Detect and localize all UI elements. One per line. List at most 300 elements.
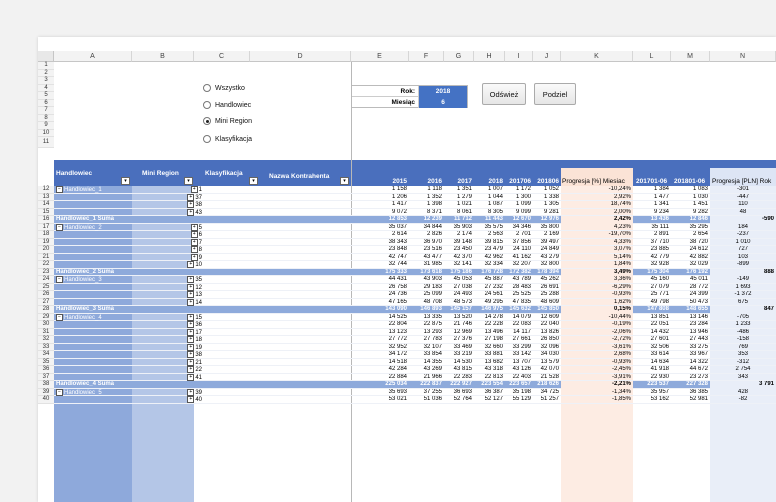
value-cell[interactable]: 3 791 bbox=[710, 381, 776, 389]
value-cell[interactable]: 33 469 bbox=[453, 343, 472, 350]
row-header-6[interactable]: 6 bbox=[38, 100, 54, 108]
value-cell[interactable]: -3,91% bbox=[611, 373, 631, 380]
value-cell[interactable]: 23 885 bbox=[650, 246, 669, 252]
row-header-14[interactable]: 14 bbox=[38, 201, 54, 209]
row-header-23[interactable]: 23 bbox=[38, 269, 54, 277]
value-cell[interactable]: 1 099 bbox=[515, 201, 531, 207]
table-row[interactable] bbox=[54, 261, 776, 269]
value-cell[interactable]: 36 970 bbox=[423, 238, 442, 245]
value-cell[interactable]: 45 262 bbox=[540, 276, 559, 282]
value-cell[interactable]: 32 928 bbox=[650, 261, 669, 267]
value-cell[interactable]: 176 192 bbox=[686, 268, 708, 275]
row-header-5[interactable]: 5 bbox=[38, 92, 54, 100]
mini-region-cell[interactable] bbox=[152, 186, 202, 194]
value-cell[interactable]: 45 887 bbox=[484, 276, 503, 282]
row-header-33[interactable]: 33 bbox=[38, 344, 54, 352]
row-header-37[interactable]: 37 bbox=[38, 374, 54, 382]
value-cell[interactable]: 23 479 bbox=[484, 246, 503, 252]
table-row[interactable] bbox=[54, 246, 776, 254]
value-cell[interactable]: 1 021 bbox=[456, 201, 472, 207]
value-cell[interactable]: 24 849 bbox=[540, 246, 559, 252]
expand-icon[interactable]: + bbox=[187, 291, 194, 298]
filter-kontrahent-icon[interactable]: ▾ bbox=[340, 177, 349, 185]
value-cell[interactable]: 27 443 bbox=[689, 336, 708, 342]
value-cell[interactable]: 223 537 bbox=[647, 381, 669, 387]
row-header-19[interactable]: 19 bbox=[38, 239, 54, 247]
value-cell[interactable]: 22 228 bbox=[484, 321, 503, 327]
mini-region-cell[interactable] bbox=[152, 284, 202, 292]
value-cell[interactable]: 32 141 bbox=[453, 261, 472, 267]
value-cell[interactable]: 145 157 bbox=[450, 306, 472, 312]
value-cell[interactable]: 13 293 bbox=[423, 328, 442, 335]
value-cell[interactable]: 22 930 bbox=[650, 373, 669, 380]
value-cell[interactable]: 9 281 bbox=[543, 208, 559, 215]
subtotal-row[interactable] bbox=[54, 216, 776, 224]
value-cell[interactable]: 173 618 bbox=[420, 268, 442, 275]
value-cell[interactable]: 22 403 bbox=[512, 373, 531, 380]
expand-icon[interactable]: + bbox=[187, 336, 194, 343]
value-cell[interactable]: 42 284 bbox=[388, 366, 407, 372]
value-cell[interactable]: -1 372 bbox=[734, 291, 752, 297]
column-header-5[interactable]: F bbox=[409, 51, 444, 62]
value-cell[interactable]: 769 bbox=[737, 343, 748, 350]
podziel-button[interactable]: Podziel bbox=[534, 83, 576, 105]
column-header-11[interactable]: L bbox=[633, 51, 671, 62]
value-cell[interactable]: 49 798 bbox=[650, 298, 669, 305]
table-row[interactable] bbox=[54, 351, 776, 359]
handlowiec-cell[interactable] bbox=[54, 306, 194, 314]
value-cell[interactable]: -10,44% bbox=[608, 313, 631, 320]
mini-region-cell[interactable] bbox=[152, 246, 202, 254]
value-cell[interactable]: 43 269 bbox=[423, 366, 442, 372]
value-cell[interactable]: 1 083 bbox=[692, 186, 708, 192]
value-cell[interactable]: 2,92% bbox=[613, 193, 631, 200]
value-cell[interactable]: 27 198 bbox=[484, 336, 503, 342]
value-cell[interactable]: 53 162 bbox=[650, 396, 669, 402]
row-header-9[interactable]: 9 bbox=[38, 122, 54, 130]
mini-region-cell[interactable] bbox=[152, 194, 202, 202]
value-cell[interactable]: 172 382 bbox=[509, 268, 531, 275]
value-cell[interactable]: 37 856 bbox=[512, 238, 531, 245]
row-header-36[interactable]: 36 bbox=[38, 366, 54, 374]
value-cell[interactable]: 33 854 bbox=[423, 351, 442, 357]
mini-region-cell[interactable] bbox=[152, 336, 202, 344]
value-cell[interactable]: 32 660 bbox=[484, 343, 503, 350]
value-cell[interactable]: 14 518 bbox=[388, 358, 407, 365]
value-cell[interactable]: 24 561 bbox=[484, 291, 503, 297]
value-cell[interactable]: 13 946 bbox=[689, 328, 708, 335]
value-cell[interactable]: 35 903 bbox=[453, 223, 472, 230]
value-cell[interactable]: -149 bbox=[736, 276, 749, 282]
value-cell[interactable]: 25 771 bbox=[650, 291, 669, 297]
radio-button-icon[interactable] bbox=[203, 101, 211, 109]
value-cell[interactable]: 43 279 bbox=[540, 253, 559, 260]
table-row[interactable] bbox=[54, 224, 776, 232]
expand-icon[interactable]: + bbox=[187, 261, 194, 268]
table-row[interactable] bbox=[54, 344, 776, 352]
value-cell[interactable]: -312 bbox=[736, 358, 749, 365]
value-cell[interactable]: 1 384 bbox=[653, 186, 669, 192]
row-header-15[interactable]: 15 bbox=[38, 209, 54, 217]
expand-icon[interactable]: + bbox=[191, 231, 198, 238]
value-cell[interactable]: -6,29% bbox=[611, 283, 631, 290]
row-header-27[interactable]: 27 bbox=[38, 299, 54, 307]
value-cell[interactable]: 55 129 bbox=[512, 396, 531, 402]
value-cell[interactable]: 13 436 bbox=[650, 216, 669, 222]
value-cell[interactable]: 43 789 bbox=[512, 276, 531, 282]
value-cell[interactable]: 32 107 bbox=[423, 343, 442, 350]
value-cell[interactable]: 178 394 bbox=[537, 268, 559, 275]
value-cell[interactable]: 222 927 bbox=[450, 381, 472, 387]
value-cell[interactable]: 4,23% bbox=[613, 223, 631, 230]
value-cell[interactable]: 32 744 bbox=[388, 261, 407, 267]
value-cell[interactable]: 31 985 bbox=[423, 261, 442, 267]
value-cell[interactable]: 48 573 bbox=[453, 298, 472, 305]
miesiac-value[interactable]: 6 bbox=[419, 97, 467, 108]
value-cell[interactable]: 22 875 bbox=[423, 321, 442, 327]
value-cell[interactable]: 146 975 bbox=[481, 306, 503, 312]
value-cell[interactable]: 35 800 bbox=[540, 223, 559, 230]
table-row[interactable] bbox=[54, 374, 776, 382]
value-cell[interactable]: 32 207 bbox=[512, 261, 531, 267]
collapse-icon[interactable]: − bbox=[56, 276, 63, 283]
value-cell[interactable]: 175 304 bbox=[647, 268, 669, 275]
value-cell[interactable]: 175 186 bbox=[450, 268, 472, 275]
value-cell[interactable]: 22 083 bbox=[512, 321, 531, 327]
value-cell[interactable]: 22 813 bbox=[484, 373, 503, 380]
value-cell[interactable]: 32 334 bbox=[484, 261, 503, 267]
value-cell[interactable]: 25 099 bbox=[423, 291, 442, 297]
value-cell[interactable]: 1 030 bbox=[692, 193, 708, 200]
value-cell[interactable]: 2 563 bbox=[487, 231, 503, 237]
value-cell[interactable]: 12 239 bbox=[423, 216, 442, 222]
value-cell[interactable]: 223 554 bbox=[481, 381, 503, 387]
mini-region-cell[interactable] bbox=[152, 366, 202, 374]
value-cell[interactable]: 39 497 bbox=[540, 238, 559, 245]
table-row[interactable] bbox=[54, 389, 776, 397]
value-cell[interactable]: 23 450 bbox=[453, 246, 472, 252]
value-cell[interactable]: 353 bbox=[737, 351, 748, 357]
value-cell[interactable]: 2 891 bbox=[653, 231, 669, 237]
row-header-3[interactable]: 3 bbox=[38, 77, 54, 85]
row-header-4[interactable]: 4 bbox=[38, 85, 54, 93]
table-row[interactable] bbox=[54, 254, 776, 262]
value-cell[interactable]: 42 779 bbox=[650, 253, 669, 260]
expand-icon[interactable]: + bbox=[187, 321, 194, 328]
value-cell[interactable]: 43 126 bbox=[512, 366, 531, 372]
handlowiec-cell[interactable] bbox=[54, 186, 132, 194]
value-cell[interactable]: 13 826 bbox=[540, 328, 559, 335]
expand-icon[interactable]: + bbox=[187, 314, 194, 321]
row-header-1[interactable]: 1 bbox=[38, 62, 54, 70]
value-cell[interactable]: 42 070 bbox=[540, 366, 559, 372]
value-cell[interactable]: 21 528 bbox=[540, 373, 559, 380]
value-cell[interactable]: -590 bbox=[710, 216, 776, 224]
expand-icon[interactable]: + bbox=[187, 359, 194, 366]
value-cell[interactable]: 2 614 bbox=[391, 231, 407, 237]
value-cell[interactable]: 727 bbox=[737, 246, 748, 252]
expand-icon[interactable]: + bbox=[187, 276, 194, 283]
table-row[interactable] bbox=[54, 194, 776, 202]
value-cell[interactable]: -0,93% bbox=[611, 291, 631, 297]
value-cell[interactable]: 1 087 bbox=[487, 201, 503, 207]
value-cell[interactable]: -158 bbox=[736, 336, 749, 342]
value-cell[interactable]: 43 815 bbox=[453, 366, 472, 372]
mini-region-cell[interactable] bbox=[152, 389, 202, 397]
value-cell[interactable]: 227 328 bbox=[686, 381, 708, 387]
subtotal-row[interactable] bbox=[54, 306, 776, 314]
value-cell[interactable]: 9 234 bbox=[653, 208, 669, 215]
value-cell[interactable]: 42 882 bbox=[689, 253, 708, 260]
table-row[interactable] bbox=[54, 231, 776, 239]
mini-region-cell[interactable] bbox=[152, 231, 202, 239]
value-cell[interactable]: 45 053 bbox=[453, 276, 472, 282]
value-cell[interactable]: -0,19% bbox=[611, 321, 631, 327]
table-row[interactable] bbox=[54, 201, 776, 209]
mini-region-cell[interactable] bbox=[152, 374, 202, 382]
mini-region-cell[interactable] bbox=[152, 209, 202, 217]
row-header-28[interactable]: 28 bbox=[38, 306, 54, 314]
value-cell[interactable]: 175 333 bbox=[385, 268, 407, 275]
value-cell[interactable]: 22 040 bbox=[540, 321, 559, 327]
value-cell[interactable]: 13 707 bbox=[512, 358, 531, 365]
value-cell[interactable]: 2,00% bbox=[613, 208, 631, 215]
value-cell[interactable]: 24 493 bbox=[453, 291, 472, 297]
mini-region-cell[interactable] bbox=[152, 224, 202, 232]
value-cell[interactable]: 146 893 bbox=[420, 306, 442, 312]
value-cell[interactable]: 12 670 bbox=[512, 216, 531, 222]
value-cell[interactable]: 12 853 bbox=[388, 216, 407, 222]
value-cell[interactable]: 1 233 bbox=[735, 321, 751, 327]
value-cell[interactable]: 21 746 bbox=[453, 321, 472, 327]
row-header-20[interactable]: 20 bbox=[38, 246, 54, 254]
value-cell[interactable]: 9 072 bbox=[391, 208, 407, 215]
mini-region-cell[interactable] bbox=[152, 359, 202, 367]
value-cell[interactable]: 1 341 bbox=[653, 201, 669, 207]
value-cell[interactable]: 34 030 bbox=[540, 351, 559, 357]
table-row[interactable] bbox=[54, 366, 776, 374]
value-cell[interactable]: 44 672 bbox=[689, 366, 708, 372]
value-cell[interactable]: 35 037 bbox=[388, 223, 407, 230]
value-cell[interactable]: 343 bbox=[737, 373, 748, 380]
value-cell[interactable]: 1,62% bbox=[613, 298, 631, 305]
value-cell[interactable]: 43 318 bbox=[484, 366, 503, 372]
value-cell[interactable]: -486 bbox=[736, 328, 749, 335]
value-cell[interactable]: 51 036 bbox=[423, 396, 442, 402]
filter-klasyfikacja-icon[interactable]: ▾ bbox=[249, 177, 258, 185]
value-cell[interactable]: 2 826 bbox=[426, 231, 442, 237]
value-cell[interactable]: 43 477 bbox=[423, 253, 442, 260]
value-cell[interactable]: 53 021 bbox=[388, 396, 407, 402]
value-cell[interactable]: -3,61% bbox=[611, 343, 631, 350]
expand-icon[interactable]: + bbox=[191, 254, 198, 261]
value-cell[interactable]: 32 506 bbox=[650, 343, 669, 350]
value-cell[interactable]: 42 747 bbox=[388, 253, 407, 260]
row-header-30[interactable]: 30 bbox=[38, 321, 54, 329]
row-header-7[interactable]: 7 bbox=[38, 107, 54, 115]
mini-region-cell[interactable] bbox=[152, 314, 202, 322]
radio-handlowiec[interactable] bbox=[203, 101, 251, 109]
handlowiec-cell[interactable] bbox=[54, 269, 194, 277]
value-cell[interactable]: 1 338 bbox=[543, 193, 559, 200]
row-header-18[interactable]: 18 bbox=[38, 231, 54, 239]
value-cell[interactable]: 888 bbox=[710, 269, 776, 277]
value-cell[interactable]: -1,85% bbox=[611, 396, 631, 402]
value-cell[interactable]: 3,07% bbox=[613, 246, 631, 252]
radio-button-icon[interactable] bbox=[203, 135, 211, 143]
value-cell[interactable]: 1 044 bbox=[487, 193, 503, 200]
handlowiec-cell[interactable] bbox=[54, 381, 194, 389]
value-cell[interactable]: 34 725 bbox=[540, 388, 559, 395]
mini-region-cell[interactable] bbox=[152, 299, 202, 307]
row-header-12[interactable]: 12 bbox=[38, 186, 54, 194]
value-cell[interactable]: 33 219 bbox=[453, 351, 472, 357]
subtotal-row[interactable] bbox=[54, 269, 776, 277]
value-cell[interactable]: 1 351 bbox=[456, 186, 472, 192]
value-cell[interactable]: -10,24% bbox=[608, 186, 631, 192]
table-row[interactable] bbox=[54, 276, 776, 284]
value-cell[interactable]: 24 612 bbox=[689, 246, 708, 252]
value-cell[interactable]: 110 bbox=[738, 201, 748, 207]
value-cell[interactable]: 33 142 bbox=[512, 351, 531, 357]
value-cell[interactable]: 33 614 bbox=[650, 351, 669, 357]
value-cell[interactable]: 42 370 bbox=[453, 253, 472, 260]
value-cell[interactable]: 1 158 bbox=[391, 186, 407, 192]
row-header-24[interactable]: 24 bbox=[38, 276, 54, 284]
value-cell[interactable]: -2,06% bbox=[611, 328, 631, 335]
value-cell[interactable]: 11 443 bbox=[484, 216, 503, 222]
value-cell[interactable]: 1 172 bbox=[515, 186, 531, 192]
value-cell[interactable]: 39 815 bbox=[484, 238, 503, 245]
value-cell[interactable]: 28 483 bbox=[512, 283, 531, 290]
value-cell[interactable]: -447 bbox=[736, 193, 749, 200]
value-cell[interactable]: 35 693 bbox=[388, 388, 407, 395]
value-cell[interactable]: 13 851 bbox=[650, 313, 669, 320]
rok-value[interactable]: 2018 bbox=[419, 86, 467, 97]
value-cell[interactable]: 27 772 bbox=[388, 336, 407, 342]
expand-icon[interactable]: + bbox=[187, 194, 194, 201]
column-header-0[interactable]: A bbox=[54, 51, 132, 62]
value-cell[interactable]: 22 283 bbox=[453, 373, 472, 380]
value-cell[interactable]: -82 bbox=[738, 396, 748, 402]
table-row[interactable] bbox=[54, 396, 776, 404]
value-cell[interactable]: 14 525 bbox=[388, 313, 407, 320]
expand-icon[interactable]: + bbox=[187, 284, 194, 291]
expand-icon[interactable]: + bbox=[187, 366, 194, 373]
table-row[interactable] bbox=[54, 321, 776, 329]
value-cell[interactable]: 1 417 bbox=[391, 201, 407, 207]
table-row[interactable] bbox=[54, 314, 776, 322]
expand-icon[interactable]: + bbox=[187, 299, 194, 306]
value-cell[interactable]: 13 579 bbox=[540, 358, 559, 365]
mini-region-cell[interactable] bbox=[152, 351, 202, 359]
column-header-3[interactable]: D bbox=[250, 51, 351, 62]
mini-region-cell[interactable] bbox=[152, 261, 202, 269]
column-header-4[interactable]: E bbox=[351, 51, 409, 62]
value-cell[interactable]: 13 496 bbox=[484, 328, 503, 335]
expand-icon[interactable]: + bbox=[191, 239, 198, 246]
value-cell[interactable]: -19,70% bbox=[608, 231, 631, 237]
mini-region-cell[interactable] bbox=[152, 321, 202, 329]
value-cell[interactable]: 14 634 bbox=[650, 358, 669, 365]
value-cell[interactable]: 48 bbox=[739, 208, 747, 215]
value-cell[interactable]: 27 079 bbox=[650, 283, 669, 290]
value-cell[interactable]: -2,21% bbox=[561, 381, 633, 389]
value-cell[interactable]: 12 969 bbox=[453, 328, 472, 335]
row-header-8[interactable]: 8 bbox=[38, 115, 54, 123]
value-cell[interactable]: 48 708 bbox=[423, 298, 442, 305]
expand-icon[interactable]: + bbox=[187, 396, 194, 403]
value-cell[interactable]: 13 335 bbox=[423, 313, 442, 320]
row-header-16[interactable]: 16 bbox=[38, 216, 54, 224]
row-header-29[interactable]: 29 bbox=[38, 314, 54, 322]
value-cell[interactable]: 147 808 bbox=[647, 306, 669, 312]
value-cell[interactable]: 2 169 bbox=[543, 231, 559, 237]
value-cell[interactable]: -237 bbox=[736, 231, 749, 237]
radio-button-icon[interactable] bbox=[203, 84, 211, 92]
value-cell[interactable]: 38 343 bbox=[388, 238, 407, 245]
value-cell[interactable]: 225 034 bbox=[385, 381, 407, 387]
value-cell[interactable]: 35 295 bbox=[689, 223, 708, 230]
value-cell[interactable]: 0,15% bbox=[561, 306, 633, 314]
radio-mini-region[interactable] bbox=[203, 117, 252, 125]
value-cell[interactable]: 22 051 bbox=[650, 321, 669, 327]
column-header-13[interactable]: N bbox=[710, 51, 776, 62]
expand-icon[interactable]: + bbox=[191, 186, 198, 193]
value-cell[interactable]: 35 575 bbox=[484, 223, 503, 230]
column-header-8[interactable]: I bbox=[505, 51, 533, 62]
row-header-13[interactable]: 13 bbox=[38, 194, 54, 202]
value-cell[interactable]: 9 282 bbox=[692, 208, 708, 215]
value-cell[interactable]: 1 300 bbox=[515, 193, 531, 200]
value-cell[interactable]: 27 232 bbox=[484, 283, 503, 290]
value-cell[interactable]: 52 981 bbox=[689, 396, 708, 402]
value-cell[interactable]: 24 736 bbox=[388, 291, 407, 297]
value-cell[interactable]: 33 299 bbox=[512, 343, 531, 350]
row-header-17[interactable]: 17 bbox=[38, 224, 54, 232]
radio-klasyfikacja[interactable] bbox=[203, 135, 252, 143]
value-cell[interactable]: 24 110 bbox=[513, 246, 531, 252]
value-cell[interactable]: 27 661 bbox=[512, 336, 531, 342]
value-cell[interactable]: 1 693 bbox=[735, 283, 751, 290]
radio-button-icon[interactable] bbox=[203, 117, 211, 125]
value-cell[interactable]: 13 682 bbox=[484, 358, 503, 365]
value-cell[interactable]: 32 029 bbox=[689, 261, 708, 267]
row-header-39[interactable]: 39 bbox=[38, 389, 54, 397]
value-cell[interactable]: 2,68% bbox=[613, 351, 631, 357]
table-row[interactable] bbox=[54, 209, 776, 217]
row-header-11[interactable]: 11 bbox=[38, 137, 54, 148]
row-header-25[interactable]: 25 bbox=[38, 284, 54, 292]
value-cell[interactable]: 14 322 bbox=[689, 358, 708, 365]
value-cell[interactable]: 29 183 bbox=[423, 283, 442, 290]
value-cell[interactable]: 145 632 bbox=[509, 306, 531, 312]
value-cell[interactable]: -899 bbox=[736, 261, 749, 267]
value-cell[interactable]: 23 848 bbox=[388, 246, 407, 252]
row-header-22[interactable]: 22 bbox=[38, 261, 54, 269]
column-header-6[interactable]: G bbox=[444, 51, 474, 62]
value-cell[interactable]: 1 451 bbox=[692, 201, 708, 207]
handlowiec-cell[interactable] bbox=[54, 314, 132, 322]
value-cell[interactable]: 14 278 bbox=[484, 313, 503, 320]
value-cell[interactable]: 11 712 bbox=[453, 216, 472, 222]
row-header-32[interactable]: 32 bbox=[38, 336, 54, 344]
column-header-7[interactable]: H bbox=[474, 51, 505, 62]
value-cell[interactable]: -2,72% bbox=[611, 336, 631, 342]
value-cell[interactable]: 49 295 bbox=[484, 298, 503, 305]
value-cell[interactable]: 24 399 bbox=[689, 291, 708, 297]
table-row[interactable] bbox=[54, 329, 776, 337]
